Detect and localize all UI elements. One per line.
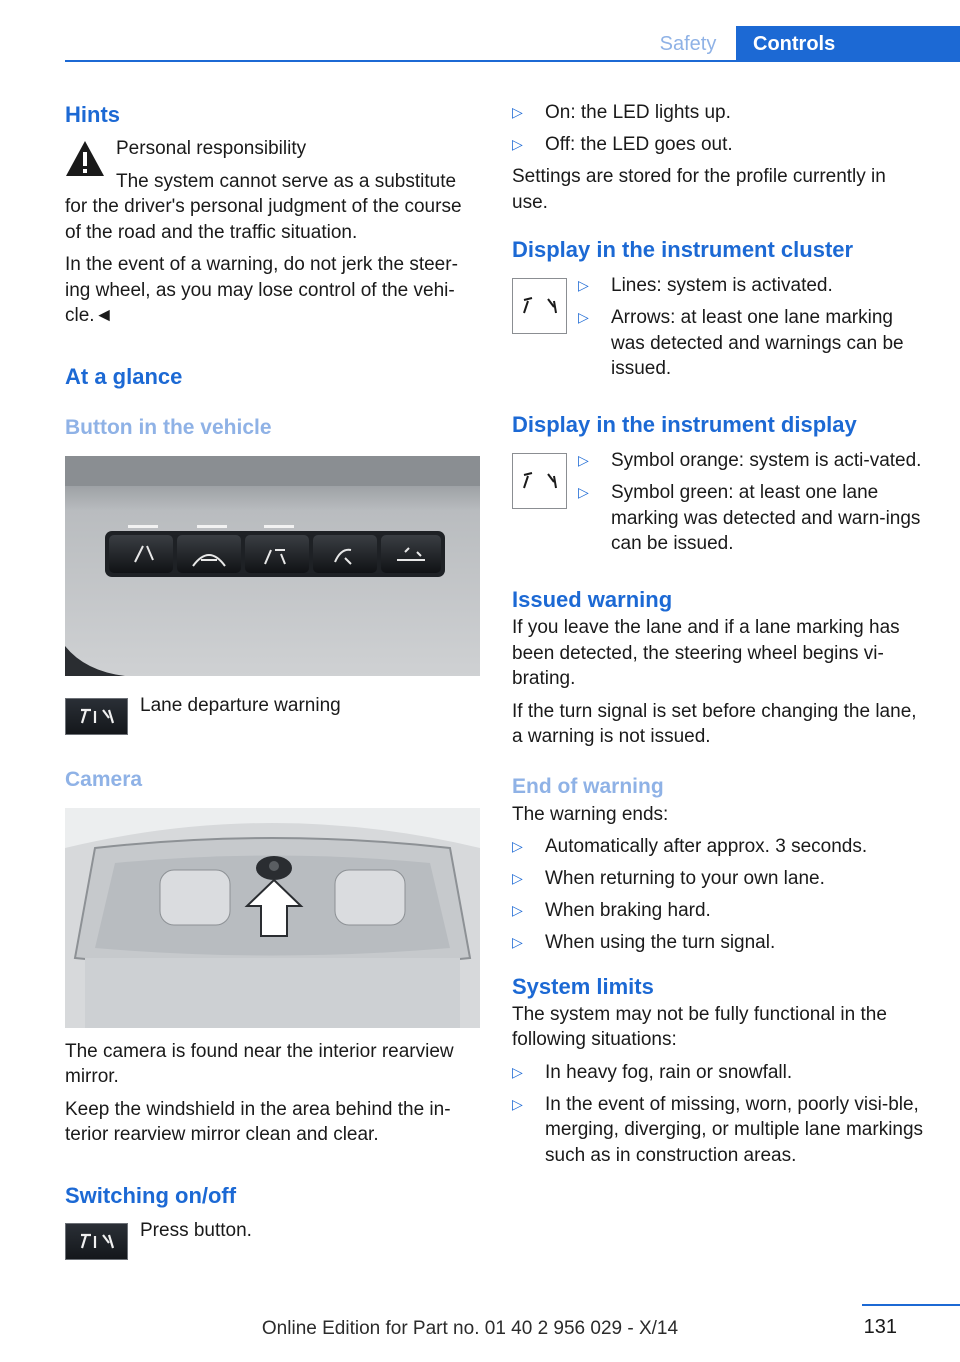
section-tab-controls[interactable]: Controls: [736, 26, 960, 62]
list-item: ▷ Lines: system is activated.: [578, 275, 833, 296]
heading-display: Display in the instrument display: [512, 412, 857, 437]
limits-text: The system may not be fully functional in the following situations:: [512, 1003, 887, 1050]
switching-row: [65, 1219, 480, 1260]
section-tab-safety[interactable]: Safety: [659, 32, 717, 55]
lane-departure-button-icon: [65, 698, 128, 735]
heading-system-limits: System limits: [512, 973, 654, 999]
list-item: ▷ When returning to your own lane.: [512, 868, 825, 889]
heading-button-in-vehicle: Button in the vehicle: [65, 415, 272, 439]
heading-issued-warning: Issued warning: [512, 587, 673, 612]
warning-text: The system cannot serve as a substitute: [116, 170, 457, 192]
settings-text: Settings are stored for the profile currently in use.: [512, 166, 886, 213]
camera-location-image: [65, 808, 480, 1028]
heading-hints: Hints: [65, 102, 120, 127]
heading-end-of-warning: End of warning: [512, 774, 664, 798]
warning-text-cont: for the driver's personal judgment of the course of the road and the traffic situation.: [65, 196, 462, 243]
header-rule: [65, 60, 960, 62]
page-number: 131: [863, 1316, 897, 1338]
lane-display-indicator-icon: [512, 453, 567, 509]
end-text: The warning ends:: [512, 803, 669, 825]
list-item: ▷ On: the LED lights up.: [512, 102, 731, 123]
cluster-list: [578, 273, 927, 388]
issued-text: If you leave the lane and if a lane marking has been detected, the steering wheel begins vi-brating.: [512, 617, 900, 689]
warning-title: Personal responsibility: [116, 138, 307, 159]
display-row: [512, 450, 927, 563]
left-column: [65, 100, 480, 1260]
list-item: ▷ Symbol green: at least one lane marking was detected and warn-ings can be issued.: [578, 482, 921, 554]
warning-text-2: In the event of a warning, do not jerk the steer-ing wheel, as you may lose control of the vehi-cle.◄: [65, 254, 458, 326]
list-item: ▷ Arrows: at least one lane marking was detected and warnings can be issued.: [578, 307, 904, 379]
switching-text: Press button.: [140, 1219, 252, 1241]
list-item: ▷ When using the turn signal.: [512, 932, 776, 953]
camera-text: The camera is found near the interior rearview mirror.: [65, 1040, 454, 1087]
warning-block: [65, 136, 480, 194]
list-item: ▷ When braking hard.: [512, 900, 711, 921]
button-caption-row: [65, 694, 480, 735]
list-item: ▷ In the event of missing, worn, poorly visi-ble, merging, diverging, or multiple lane markings such as in construction areas.: [512, 1093, 924, 1166]
footer-edition: Online Edition for Part no. 01 40 2 956 029 - X/14: [261, 1318, 679, 1339]
issued-text-2: If the turn signal is set before changing the lane, a warning is not issued.: [512, 700, 917, 747]
list-item: ▷ In heavy fog, rain or snowfall.: [512, 1061, 793, 1083]
lane-lines-indicator-icon: [512, 278, 567, 334]
camera-text-2: Keep the windshield in the area behind the in-terior rearview mirror clean and clear.: [65, 1098, 451, 1145]
button-panel-image: [65, 456, 480, 676]
list-item: ▷ Symbol orange: system is acti-vated.: [578, 450, 922, 471]
warning-triangle-icon: [65, 139, 105, 179]
right-column: [512, 100, 927, 1175]
heading-at-a-glance: At a glance: [65, 363, 183, 389]
list-item: ▷ Automatically after approx. 3 seconds.: [512, 836, 868, 857]
heading-cluster: Display in the instrument cluster: [512, 237, 854, 262]
heading-switching: Switching on/off: [65, 1182, 237, 1208]
led-list: [512, 100, 927, 158]
cluster-row: [512, 275, 927, 388]
limits-list: [512, 1060, 927, 1169]
lane-departure-button-icon-2: [65, 1223, 128, 1260]
page-number-rule: [862, 1304, 960, 1306]
display-list: [578, 448, 927, 563]
button-caption: Lane departure warning: [140, 694, 341, 716]
end-list: [512, 834, 927, 956]
heading-camera: Camera: [65, 767, 143, 791]
list-item: ▷ Off: the LED goes out.: [512, 134, 733, 155]
